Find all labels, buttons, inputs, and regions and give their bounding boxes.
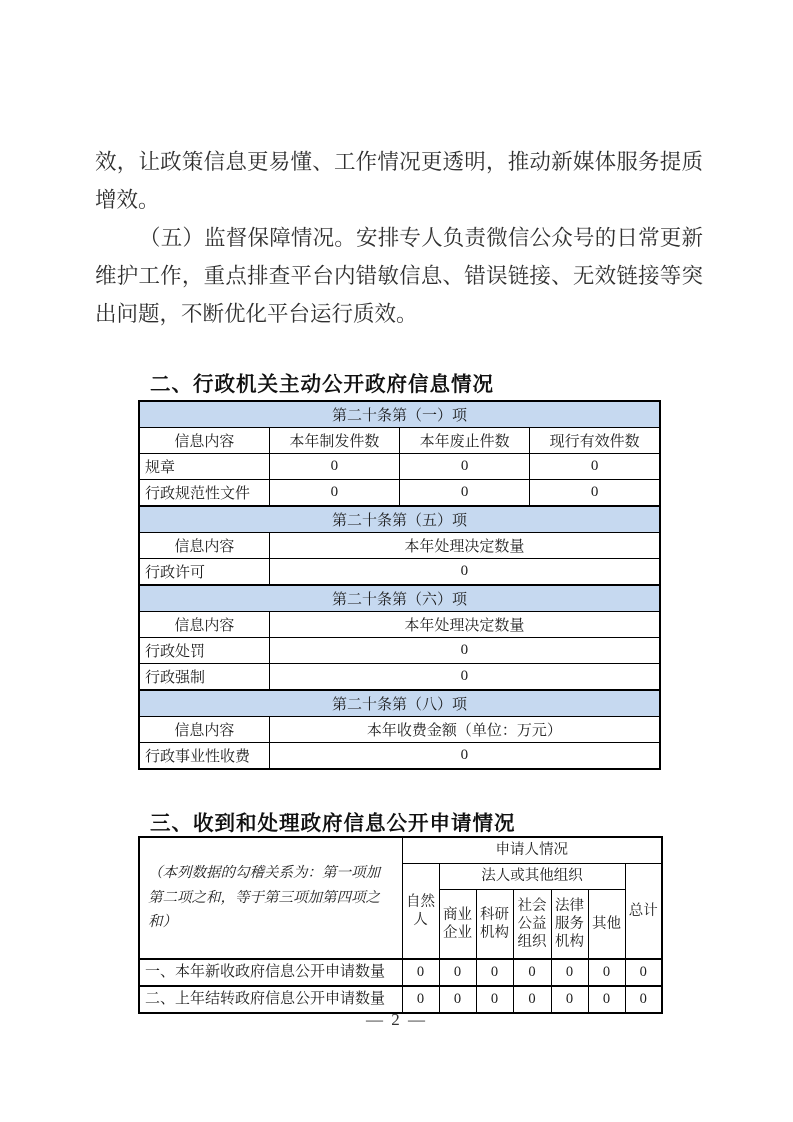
header-applicant-status: 申请人情况	[402, 837, 662, 864]
header-legal-service-org: 法律服务机构	[551, 890, 588, 960]
band-row	[139, 506, 660, 533]
row-label-regulations: 规章	[139, 454, 269, 480]
cell-value: 0	[269, 664, 660, 691]
row-label-admin-coercion: 行政强制	[139, 664, 269, 691]
header-social-welfare-org: 社会公益组织	[513, 890, 551, 960]
row-label-normative-docs: 行政规范性文件	[139, 480, 269, 507]
body-paragraphs	[95, 143, 703, 333]
cell-value: 0	[269, 638, 660, 664]
cell-value: 0	[551, 959, 588, 986]
cell-value: 0	[551, 986, 588, 1013]
header-natural-person: 自然人	[402, 864, 439, 960]
section-3-table	[138, 836, 663, 1014]
table-row	[139, 638, 660, 664]
cell-value: 0	[269, 743, 660, 770]
cell-value: 0	[400, 454, 530, 480]
page-number: — 2 —	[366, 1010, 427, 1029]
table-header-row	[139, 612, 660, 638]
header-research-institution: 科研机构	[476, 890, 513, 960]
table-row	[139, 959, 662, 986]
row-label-new-requests: 一、本年新收政府信息公开申请数量	[139, 959, 402, 986]
header-effective-count: 现行有效件数	[530, 428, 660, 454]
row-label-admin-fees: 行政事业性收费	[139, 743, 269, 770]
band-row	[139, 690, 660, 717]
cell-value: 0	[513, 986, 551, 1013]
cell-value: 0	[439, 986, 476, 1013]
cell-value: 0	[625, 986, 662, 1013]
header-info-content: 信息内容	[139, 717, 269, 743]
cell-value: 0	[269, 454, 399, 480]
row-label-carryover-requests: 二、上年结转政府信息公开申请数量	[139, 986, 402, 1013]
header-info-content: 信息内容	[139, 533, 269, 559]
header-info-content: 信息内容	[139, 428, 269, 454]
cell-value: 0	[439, 959, 476, 986]
band-article-20-5: 第二十条第（五）项	[139, 506, 660, 533]
header-legal-org: 法人或其他组织	[439, 864, 625, 890]
cell-value: 0	[530, 480, 660, 507]
cell-value: 0	[588, 959, 625, 986]
cell-value: 0	[625, 959, 662, 986]
header-decisions-count: 本年处理决定数量	[269, 533, 660, 559]
cell-value: 0	[476, 959, 513, 986]
table-row	[139, 986, 662, 1013]
row-label-admin-penalty: 行政处罚	[139, 638, 269, 664]
band-article-20-6: 第二十条第（六）项	[139, 585, 660, 612]
table-row	[139, 743, 660, 770]
row-label-admin-license: 行政许可	[139, 559, 269, 586]
table-header-row	[139, 837, 662, 864]
cell-value: 0	[269, 559, 660, 586]
header-commercial-enterprise: 商业企业	[439, 890, 476, 960]
table-row	[139, 480, 660, 507]
cell-value: 0	[402, 959, 439, 986]
header-issued-count: 本年制发件数	[269, 428, 399, 454]
section-2-table	[138, 400, 661, 770]
header-fees-amount: 本年收费金额（单位：万元）	[269, 717, 660, 743]
section-3-heading: 三、收到和处理政府信息公开申请情况	[150, 812, 516, 835]
header-info-content: 信息内容	[139, 612, 269, 638]
table-row	[139, 559, 660, 586]
table-row	[139, 664, 660, 691]
band-article-20-8: 第二十条第（八）项	[139, 690, 660, 717]
paragraph-continuation: 效，让政策信息更易懂、工作情况更透明，推动新媒体服务提质增效。	[95, 150, 703, 212]
cell-value: 0	[400, 480, 530, 507]
header-repealed-count: 本年废止件数	[400, 428, 530, 454]
table-row	[139, 454, 660, 480]
band-row	[139, 401, 660, 428]
band-article-20-1: 第二十条第（一）项	[139, 401, 660, 428]
cell-value: 0	[269, 480, 399, 507]
cell-value: 0	[588, 986, 625, 1013]
table-header-row	[139, 428, 660, 454]
header-decisions-count: 本年处理决定数量	[269, 612, 660, 638]
cell-value: 0	[402, 986, 439, 1013]
cell-value: 0	[530, 454, 660, 480]
paragraph-supervision: （五）监督保障情况。安排专人负责微信公众号的日常更新维护工作，重点排查平台内错敏信息、错误链接、无效链接等突出问题，不断优化平台运行质效。	[95, 226, 703, 326]
table-header-row	[139, 717, 660, 743]
table-header-row	[139, 533, 660, 559]
note-cell: （本列数据的勾稽关系为：第一项加第二项之和，等于第三项加第四项之和）	[139, 837, 402, 959]
section-2-heading: 二、行政机关主动公开政府信息情况	[150, 373, 494, 396]
header-other: 其他	[588, 890, 625, 960]
cell-value: 0	[476, 986, 513, 1013]
band-row	[139, 585, 660, 612]
cell-value: 0	[513, 959, 551, 986]
header-total: 总计	[625, 864, 662, 960]
